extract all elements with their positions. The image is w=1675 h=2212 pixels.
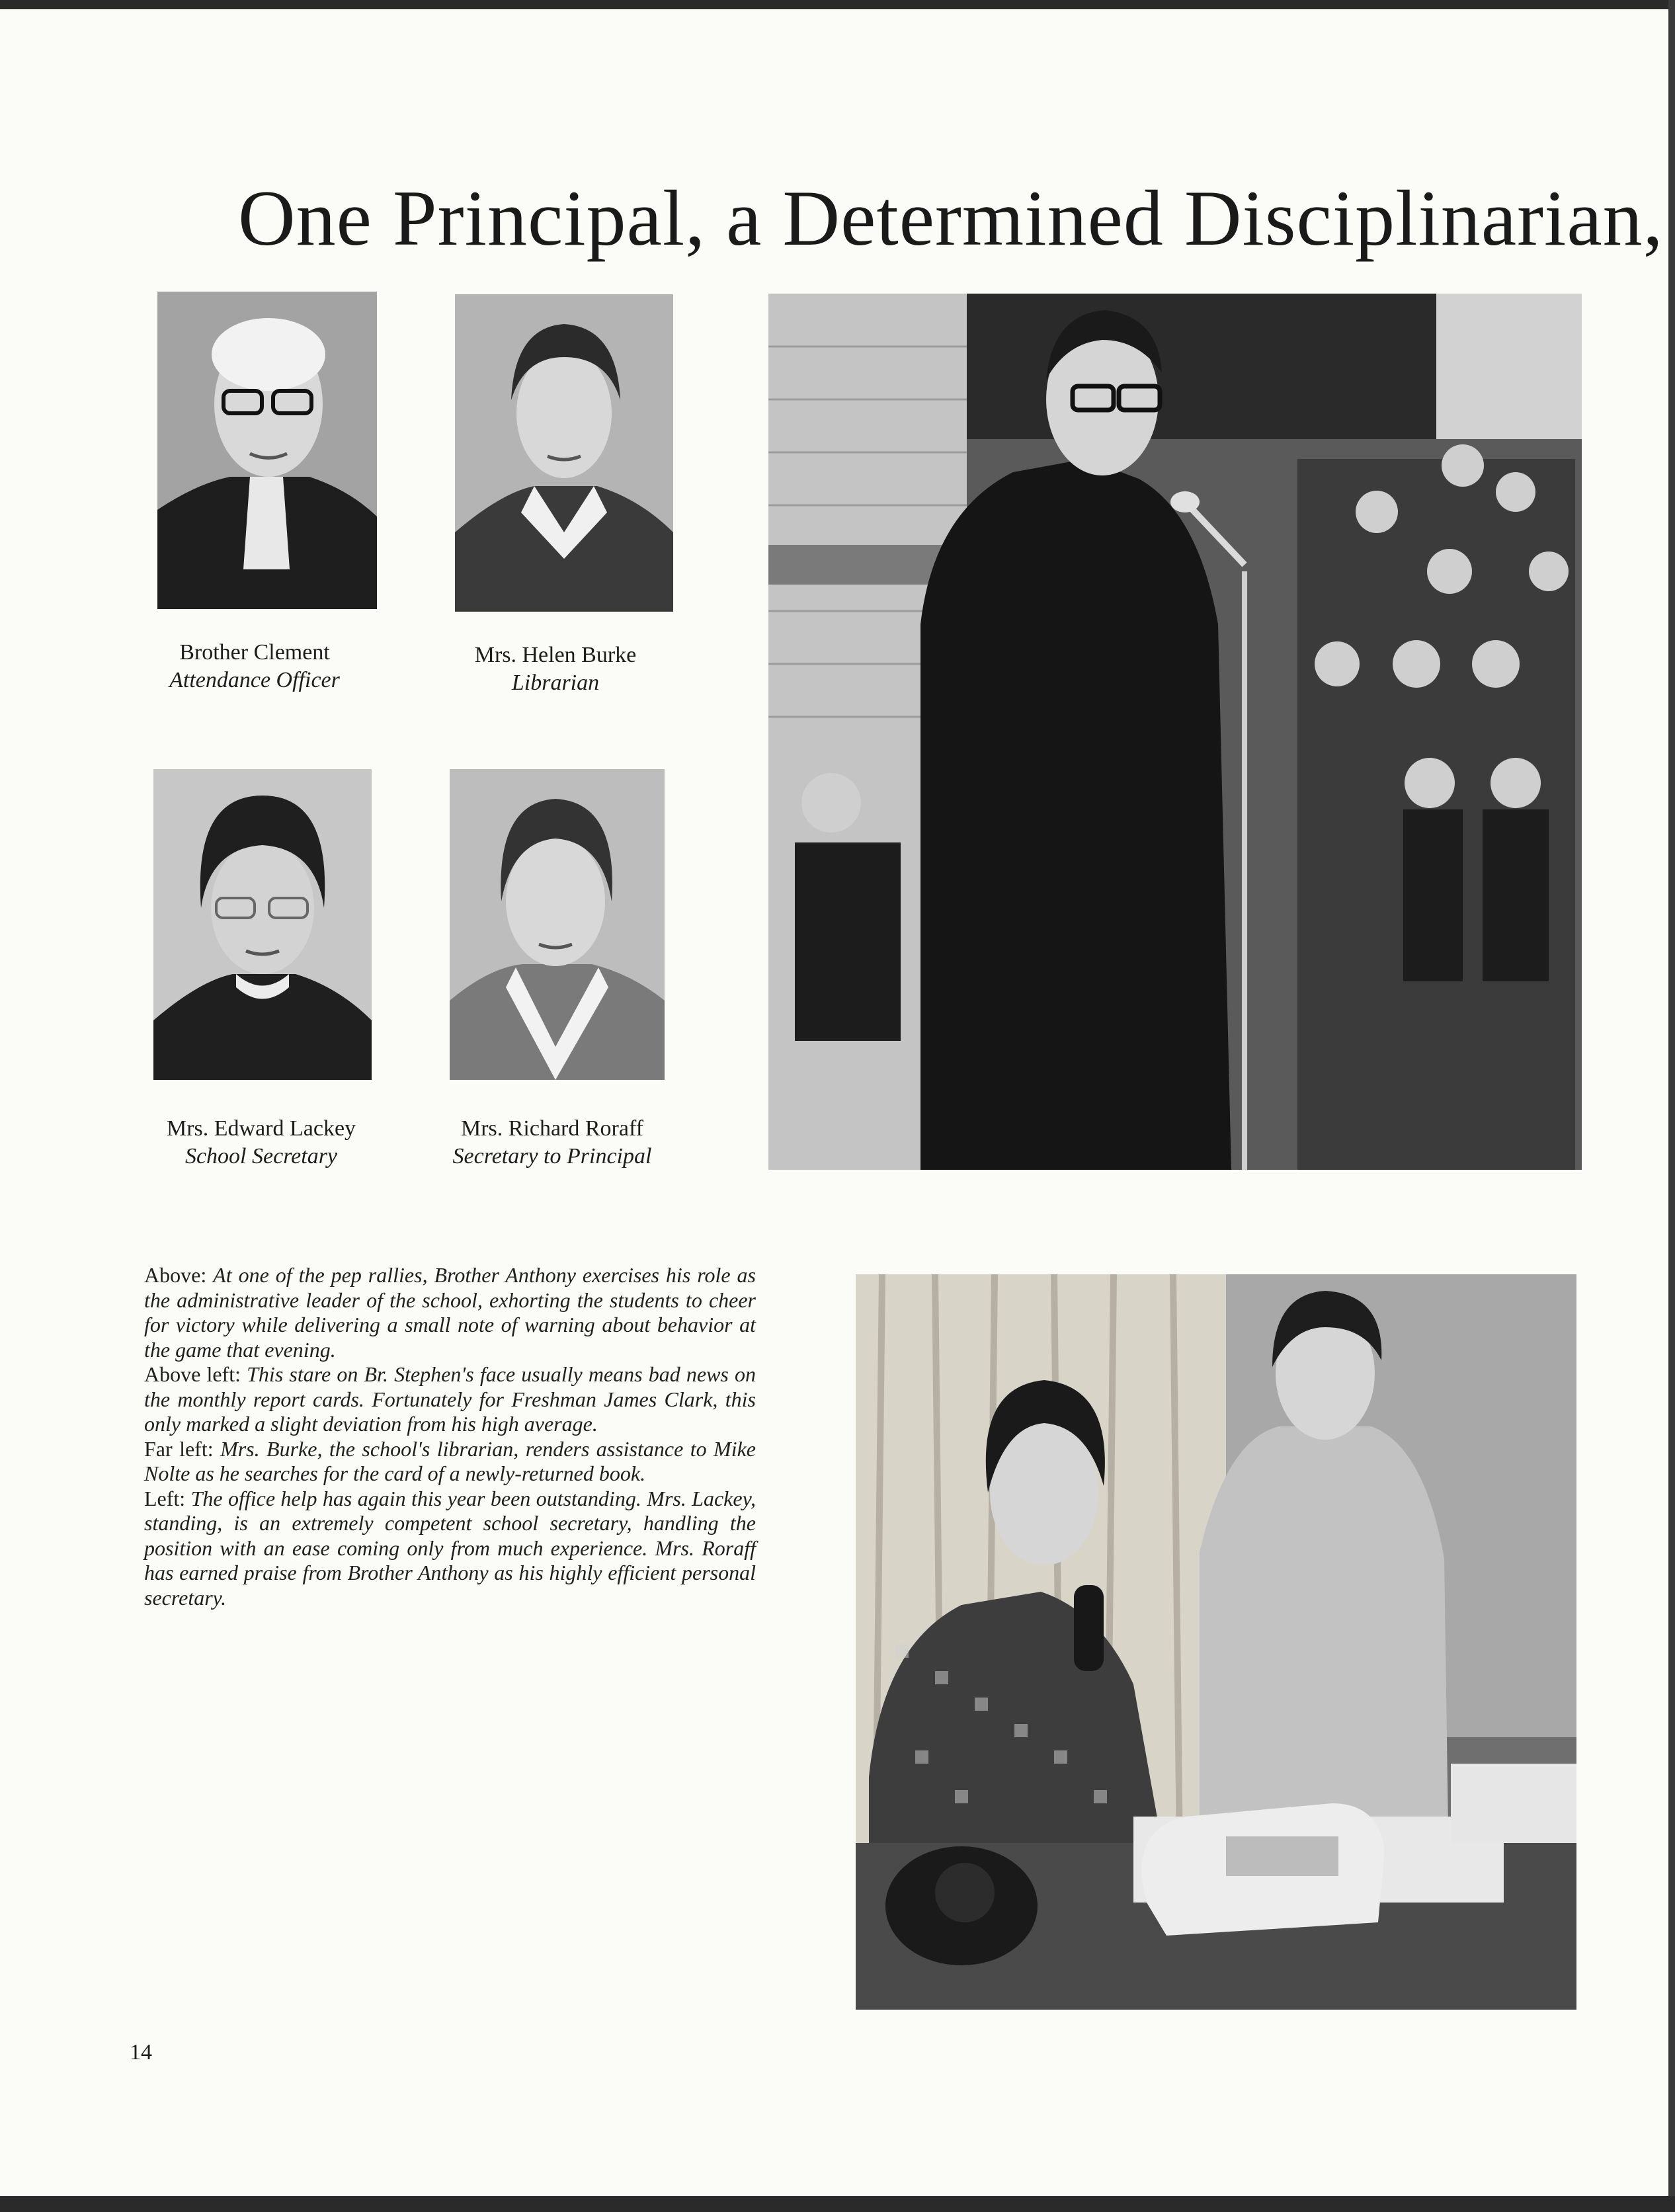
page-title: One Principal, a Determined Disciplinarian, xyxy=(238,174,1664,263)
staff-role: School Secretary xyxy=(184,1144,338,1168)
caption-lead: Above: xyxy=(144,1263,207,1287)
staff-caption-3 xyxy=(126,1115,397,1170)
staff-caption-4 xyxy=(417,1115,688,1170)
portrait-photo-helen-burke xyxy=(455,294,673,612)
staff-name: Mrs. Helen Burke xyxy=(474,643,637,667)
scan-border-right xyxy=(1668,0,1675,2212)
staff-name: Mrs. Edward Lackey xyxy=(166,1116,356,1141)
scan-border-bottom xyxy=(0,2196,1675,2212)
page-number: 14 xyxy=(130,2040,152,2065)
caption-paragraph xyxy=(144,1487,756,1611)
staff-name: Brother Clement xyxy=(179,640,330,665)
caption-text: At one of the pep rallies, Brother Anthony exercises his role as the administrative leader of the school, exhorting the students to cheer for victory while delivering a small note of warning about behavior at the game that evening. xyxy=(144,1263,756,1362)
office-photo xyxy=(856,1274,1576,2010)
caption-paragraph xyxy=(144,1362,756,1437)
portrait-photo-edward-lackey xyxy=(153,769,372,1080)
staff-role: Attendance Officer xyxy=(169,668,340,692)
photo-captions-text xyxy=(144,1263,756,1610)
staff-role: Secretary to Principal xyxy=(452,1144,652,1168)
caption-text: The office help has again this year been outstanding. Mrs. Lackey, standing, is an extremely competent school secretary, handling the position with an ease coming only from much experience. Mrs. Roraff has earned praise from Brother Anthony as his highly efficient personal secretary. xyxy=(144,1486,756,1610)
caption-text: Mrs. Burke, the school's librarian, renders assistance to Mike Nolte as he searches for the card of a newly-returned book. xyxy=(144,1436,756,1485)
staff-name: Mrs. Richard Roraff xyxy=(460,1116,644,1141)
staff-role: Librarian xyxy=(511,671,600,695)
caption-lead: Left: xyxy=(144,1486,186,1510)
staff-caption-1 xyxy=(126,639,384,694)
rally-photo xyxy=(768,294,1582,1170)
caption-lead: Far left: xyxy=(144,1436,214,1461)
portrait-photo-brother-clement xyxy=(157,292,377,609)
caption-text: This stare on Br. Stephen's face usually means bad news on the monthly report cards. Fortunately for Freshman James Clark, this only marked a slight deviation from his high average. xyxy=(144,1362,756,1436)
caption-paragraph xyxy=(144,1263,756,1362)
staff-caption-2 xyxy=(430,641,681,697)
caption-paragraph xyxy=(144,1437,756,1487)
caption-lead: Above left: xyxy=(144,1362,241,1386)
scan-border-top xyxy=(0,0,1675,9)
portrait-photo-richard-roraff xyxy=(450,769,665,1080)
